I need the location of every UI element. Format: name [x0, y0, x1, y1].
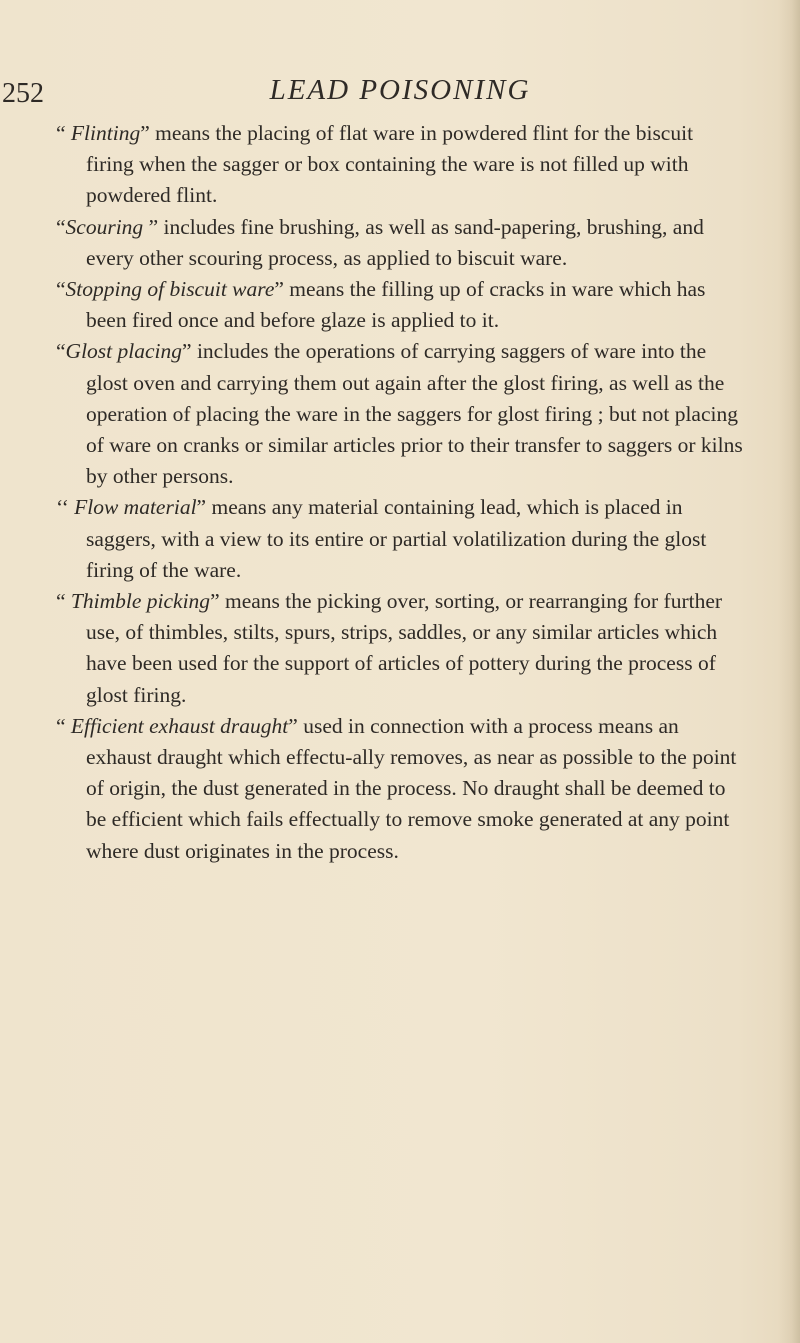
term-flinting: Flinting	[70, 121, 141, 145]
definition-flinting: “ Flinting” means the placing of flat ware in powdered flint for the biscuit firing when the sagger or box containing the ware is not filled up with powdered flint.	[56, 121, 694, 208]
definition-text: used in connection with a process means an exhaust draught which effectu-ally removes, as near as possible to the point of origin, the dust generated in the process. No draught shall be deemed to be efficient which fails effectually to remove smoke generated at any point where dust originates in the process.	[86, 713, 737, 863]
term-stopping-of-biscuit-ware: Stopping of biscuit ware	[65, 277, 275, 302]
definition-text: includes the operations of carrying saggers of ware into the glost oven and carrying them out again after the glost firing, as well as the operation of placing the ware in the saggers for glost firing ; but not placing of ware on cranks or similar articles prior to their transfer to saggers or kilns by other persons.	[86, 339, 743, 489]
definition-thimble-picking: “ Thimble picking” means the picking over, sorting, or rearranging for further use, of thimbles, stilts, spurs, strips, saddles, or any similar articles which have been used for the support of articles of pottery during the process of glost firing.	[56, 589, 723, 707]
definitions-list	[56, 118, 746, 867]
definition-scouring: “Scouring ” includes fine brushing, as well as sand-papering, brushing, and every other scouring process, as applied to biscuit ware.	[56, 214, 704, 270]
term-scouring: Scouring	[65, 214, 144, 239]
definition-text: means the placing of flat ware in powdered flint for the biscuit firing when the sagger or box containing the ware is not filled up with powdered flint.	[86, 121, 694, 208]
page-edge-shadow	[778, 0, 800, 1343]
page-number: 252	[2, 78, 44, 109]
definition-glost-placing: “Glost placing” includes the operations of carrying saggers of ware into the glost oven and carrying them out again after the glost firing, as well as the operation of placing the ware in the saggers for glost firing ; but not placing of ware on cranks or similar articles prior to their transfer to saggers or kilns by other persons.	[56, 339, 743, 489]
definition-efficient-exhaust-draught: “ Efficient exhaust draught” used in connection with a process means an exhaust draught which effectu-ally removes, as near as possible to the point of origin, the dust generated in the process. No draught shall be deemed to be efficient which fails effectually to remove smoke generated at any point where dust originates in the process.	[56, 713, 737, 863]
definition-stopping: “Stopping of biscuit ware” means the filling up of cracks in ware which has been fired once and before glaze is applied to it.	[56, 277, 706, 333]
term-glost-placing: Glost placing	[65, 339, 183, 364]
term-thimble-picking: Thimble picking	[70, 589, 211, 614]
running-title: LEAD POISONING	[269, 74, 531, 106]
definition-flow-material: ‘‘ Flow material” means any material containing lead, which is placed in saggers, with a view to its entire or partial volatilization during the glost firing of the ware.	[56, 495, 707, 582]
definition-text: means the filling up of cracks in ware which has been fired once and before glaze is applied to it.	[86, 277, 706, 333]
definition-text: means any material containing lead, which is placed in saggers, with a view to its entire or partial volatilization during the glost firing of the ware.	[86, 495, 707, 582]
term-flow-material: Flow material	[74, 495, 197, 520]
definition-text: means the picking over, sorting, or rearranging for further use, of thimbles, stilts, spurs, strips, saddles, or any similar articles which have been used for the support of articles of pottery during the process of glost firing.	[86, 589, 723, 707]
definition-text: includes fine brushing, as well as sand-papering, brushing, and every other scouring process, as applied to biscuit ware.	[86, 214, 704, 270]
term-efficient-exhaust-draught: Efficient exhaust draught	[70, 713, 289, 738]
